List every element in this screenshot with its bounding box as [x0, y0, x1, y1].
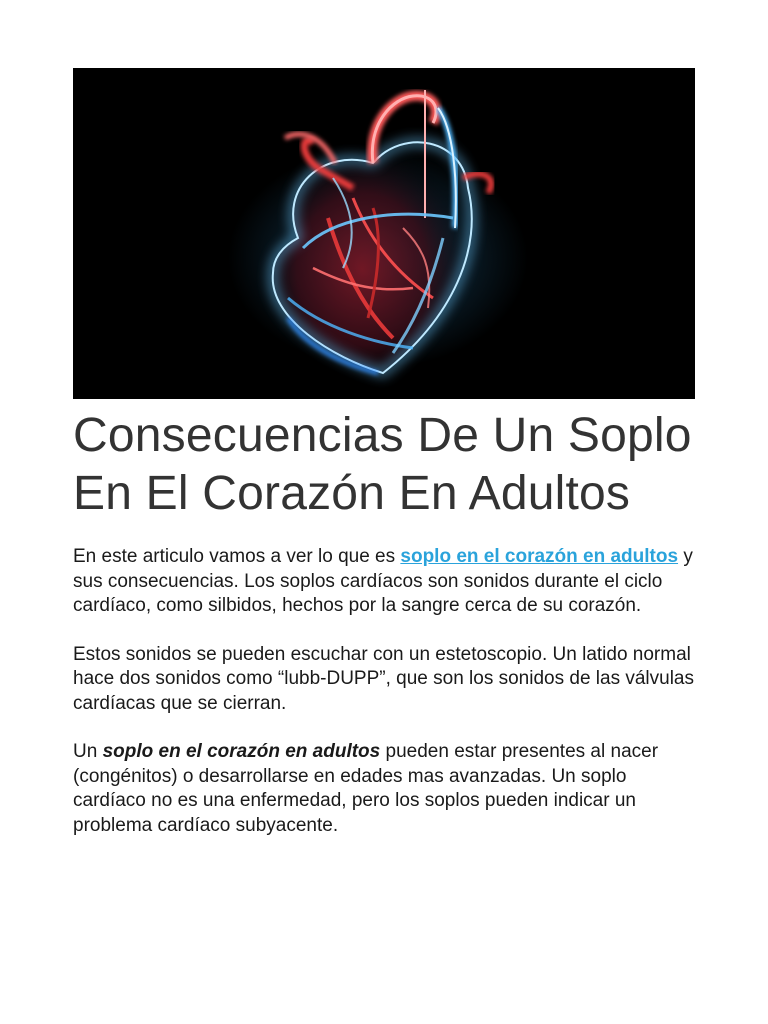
heart-illustration [73, 68, 695, 399]
paragraph-intro-text-start: En este articulo vamos a ver lo que es [73, 546, 401, 567]
article-title: Consecuencias De Un Soplo En El Corazón En Adultos [73, 409, 692, 520]
hero-image [73, 68, 695, 399]
paragraph-sounds: Estos sonidos se pueden escuchar con un estetoscopio. Un latido normal hace dos sonidos como “lubb-DUPP”, que son los sonidos de las válvulas cardíacas que se cierran. [73, 643, 694, 714]
document-page [73, 68, 695, 838]
article-link[interactable]: soplo en el corazón en adultos [400, 546, 679, 567]
paragraph-intro-text-end: y sus consecuencias. Los soplos cardíacos son sonidos durante el ciclo cardíaco, como silbidos, hechos por la sangre cerca de su corazón. [73, 546, 693, 616]
paragraph-murmur-text-end: pueden estar presentes al nacer (congénitos) o desarrollarse en edades mas avanzadas. Un soplo cardíaco no es una enfermedad, pero los soplos pueden indicar un problema cardíaco subyacente. [73, 741, 659, 836]
paragraph-murmur [73, 740, 695, 838]
paragraph-murmur-text-start: Un [73, 741, 103, 762]
paragraph-intro [73, 545, 695, 619]
emphasized-phrase: soplo en el corazón en adultos [102, 741, 381, 762]
